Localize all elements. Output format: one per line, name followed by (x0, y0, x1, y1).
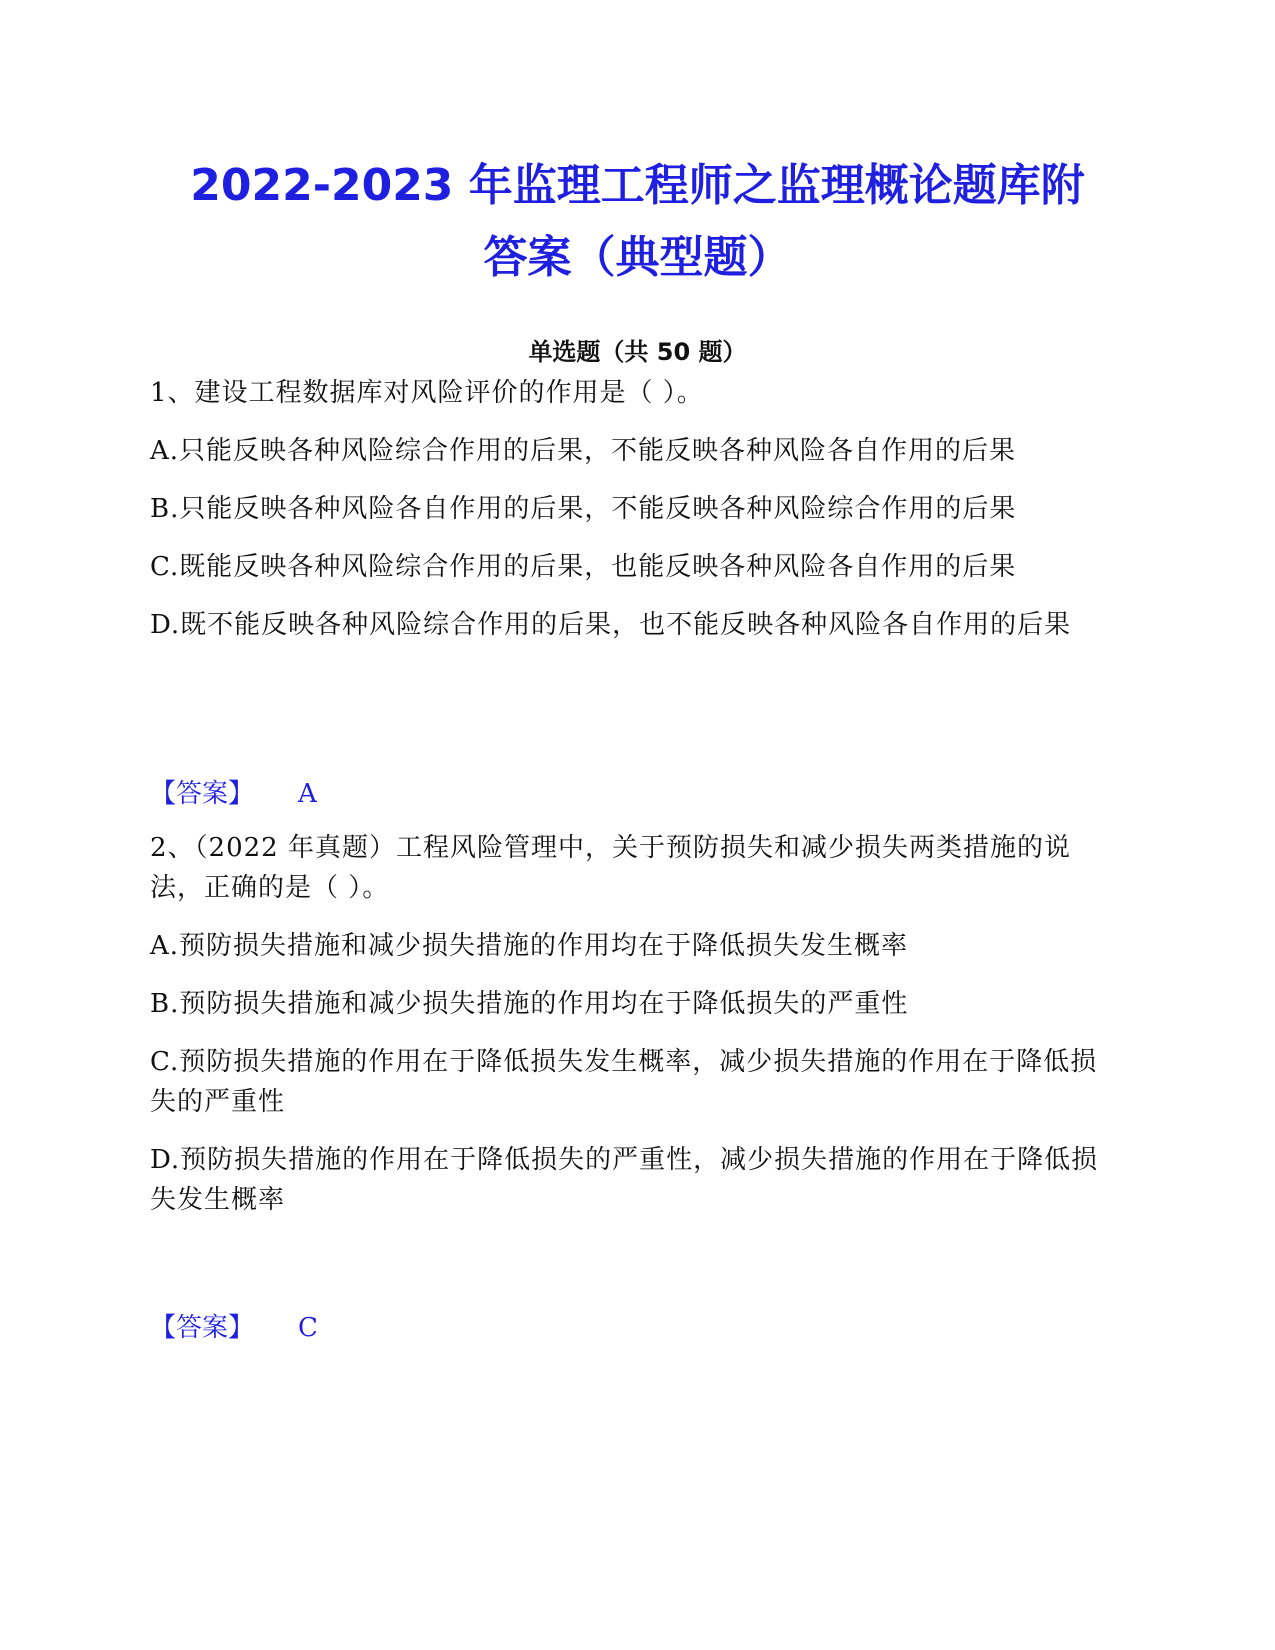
section-heading: 单选题（共 50 题） (528, 338, 747, 366)
option-d: D.预防损失措施的作用在于降低损失的严重性，减少损失措施的作用在于降低损失发生概率 (150, 1145, 1099, 1215)
document-title (150, 150, 1125, 294)
option-b: B.只能反映各种风险各自作用的后果，不能反映各种风险综合作用的后果 (150, 494, 1017, 524)
option-d: D.既不能反映各种风险综合作用的后果，也不能反映各种风险各自作用的后果 (150, 610, 1072, 640)
answer-2 (150, 1310, 318, 1346)
option-b: B.预防损失措施和减少损失措施的作用均在于降低损失的严重性 (150, 989, 909, 1019)
answer-label: 【答案】 (150, 1313, 255, 1343)
option-c: C.既能反映各种风险综合作用的后果，也能反映各种风险各自作用的后果 (150, 552, 1017, 582)
option-a: A.只能反映各种风险综合作用的后果，不能反映各种风险各自作用的后果 (150, 436, 1017, 466)
answer-value: A (298, 779, 317, 809)
document-title-line-1: 2022-2023 年监理工程师之监理概论题库附 (190, 160, 1085, 211)
answer-label: 【答案】 (150, 779, 255, 809)
option-a: A.预防损失措施和减少损失措施的作用均在于降低损失发生概率 (150, 931, 909, 961)
question-stem: 1、建设工程数据库对风险评价的作用是（ ）。 (150, 378, 704, 408)
answer-1 (150, 776, 317, 812)
answer-value: C (298, 1313, 318, 1343)
question-stem: 2、（2022 年真题）工程风险管理中，关于预防损失和减少损失两类措施的说法，正确的是（ ）。 (150, 833, 1071, 903)
option-c: C.预防损失措施的作用在于降低损失发生概率，减少损失措施的作用在于降低损失的严重性 (150, 1047, 1098, 1117)
question-2 (150, 828, 1110, 1238)
document-title-line-2: 答案（典型题） (483, 232, 792, 283)
question-1 (150, 373, 1110, 663)
